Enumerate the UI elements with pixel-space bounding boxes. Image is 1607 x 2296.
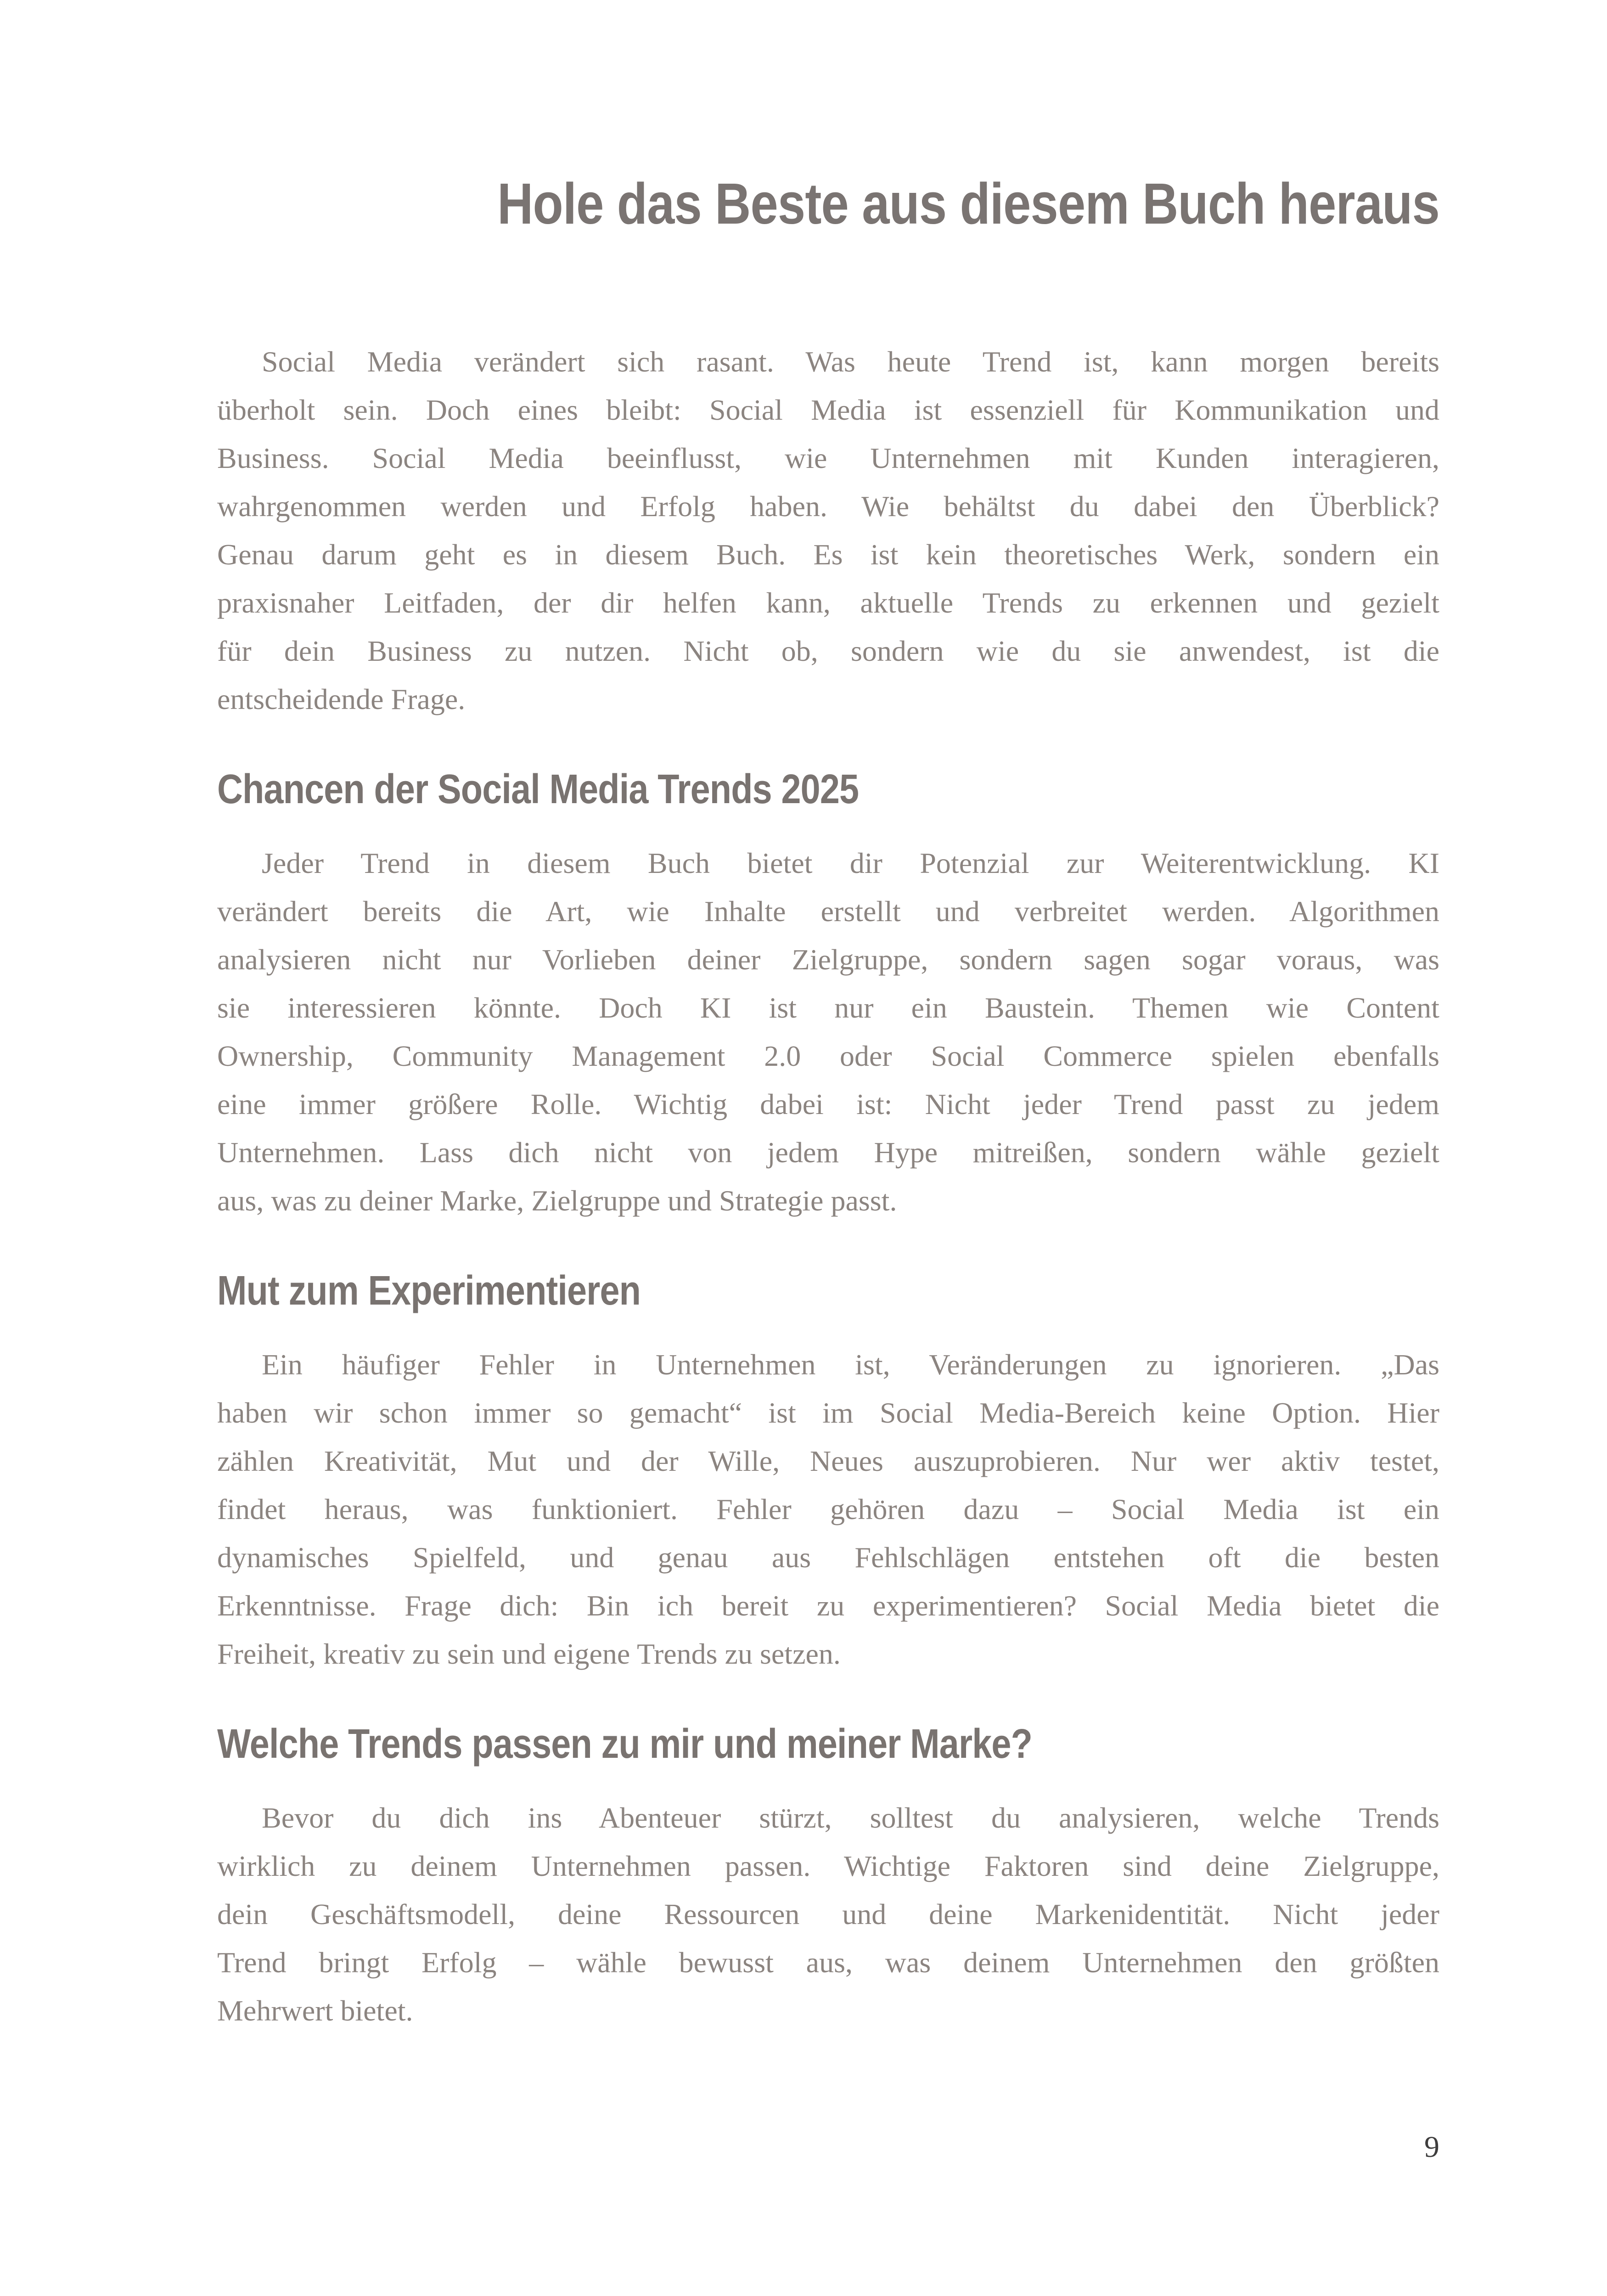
- section-heading: Welche Trends passen zu mir und meiner Marke?: [217, 1721, 1033, 1767]
- body-line: Genau darum geht es in diesem Buch. Es ist kein theoretisches Werk, sondern ein: [217, 538, 1439, 571]
- text-block: [217, 169, 1439, 2166]
- page-title: Hole das Beste aus diesem Buch heraus: [497, 171, 1439, 236]
- body-line: dynamisches Spielfeld, und genau aus Fehlschlägen entstehen oft die besten: [217, 1541, 1439, 1574]
- body-line: Erkenntnisse. Frage dich: Bin ich bereit zu experimentieren? Social Media bietet die: [217, 1589, 1439, 1622]
- body-line: findet heraus, was funktioniert. Fehler gehören dazu – Social Media ist ein: [217, 1493, 1439, 1525]
- body-line: Jeder Trend in diesem Buch bietet dir Potenzial zur Weiterentwicklung. KI: [262, 847, 1439, 879]
- body-line: Mehrwert bietet.: [217, 1994, 413, 2027]
- body-line: zählen Kreativität, Mut und der Wille, Neues auszuprobieren. Nur wer aktiv testet,: [217, 1445, 1439, 1477]
- body-line: Unternehmen. Lass dich nicht von jedem Hype mitreißen, sondern wähle gezielt: [217, 1136, 1439, 1169]
- paragraph: [217, 338, 1439, 723]
- body-line: haben wir schon immer so gemacht“ ist im Social Media-Bereich keine Option. Hier: [217, 1396, 1439, 1429]
- book-page: [0, 169, 1607, 2296]
- body-line: Bevor du dich ins Abenteuer stürzt, solltest du analysieren, welche Trends: [262, 1801, 1439, 1834]
- body-line: Trend bringt Erfolg – wähle bewusst aus, was deinem Unternehmen den größten: [217, 1946, 1439, 1979]
- body-line: Ownership, Community Management 2.0 oder Social Commerce spielen ebenfalls: [217, 1040, 1439, 1072]
- section-heading: Chancen der Social Media Trends 2025: [217, 766, 859, 812]
- body-line: eine immer größere Rolle. Wichtig dabei ist: Nicht jeder Trend passt zu jedem: [217, 1088, 1439, 1120]
- page-number: 9: [1424, 2130, 1439, 2164]
- body-line: wirklich zu deinem Unternehmen passen. Wichtige Faktoren sind deine Zielgruppe,: [217, 1850, 1439, 1882]
- body-line: entscheidende Frage.: [217, 683, 466, 715]
- body-line: wahrgenommen werden und Erfolg haben. Wie behältst du dabei den Überblick?: [217, 490, 1439, 523]
- paragraph: [217, 839, 1439, 1225]
- body-line: sie interessieren könnte. Doch KI ist nur ein Baustein. Themen wie Content: [217, 991, 1439, 1024]
- body-line: Ein häufiger Fehler in Unternehmen ist, Veränderungen zu ignorieren. „Das: [262, 1348, 1439, 1381]
- section-heading: Mut zum Experimentieren: [217, 1268, 641, 1314]
- body-line: verändert bereits die Art, wie Inhalte erstellt und verbreitet werden. Algorithmen: [217, 895, 1439, 928]
- paragraph: [217, 1340, 1439, 1678]
- body-line: aus, was zu deiner Marke, Zielgruppe und Strategie passt.: [217, 1184, 897, 1217]
- body-line: dein Geschäftsmodell, deine Ressourcen und deine Markenidentität. Nicht jeder: [217, 1898, 1439, 1930]
- body-line: überholt sein. Doch eines bleibt: Social Media ist essenziell für Kommunikation und: [217, 394, 1439, 426]
- body-line: Social Media verändert sich rasant. Was heute Trend ist, kann morgen bereits: [262, 345, 1439, 378]
- paragraph: [217, 1794, 1439, 2035]
- body-line: praxisnaher Leitfaden, der dir helfen kann, aktuelle Trends zu erkennen und gezielt: [217, 586, 1439, 619]
- body-line: Business. Social Media beeinflusst, wie Unternehmen mit Kunden interagieren,: [217, 442, 1439, 474]
- body-line: für dein Business zu nutzen. Nicht ob, sondern wie du sie anwendest, ist die: [217, 635, 1439, 667]
- body-line: analysieren nicht nur Vorlieben deiner Zielgruppe, sondern sagen sogar voraus, was: [217, 943, 1439, 976]
- body-line: Freiheit, kreativ zu sein und eigene Trends zu setzen.: [217, 1638, 841, 1670]
